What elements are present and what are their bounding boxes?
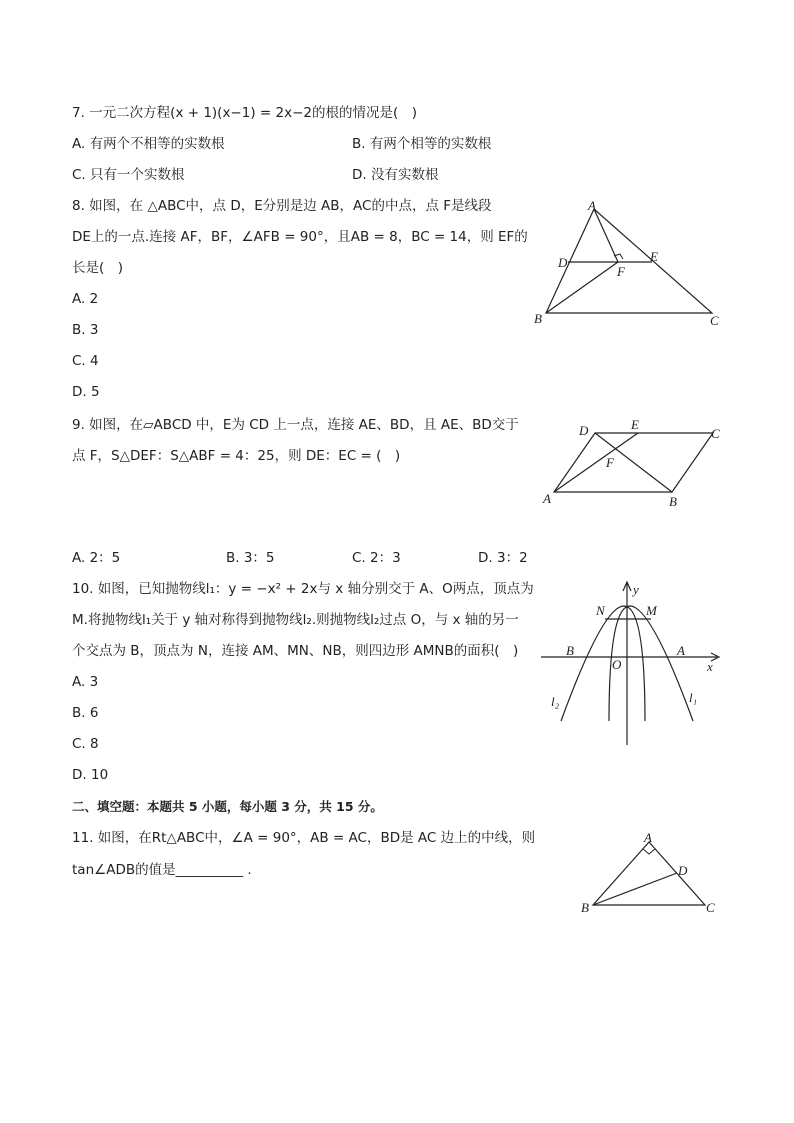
q10-option-a: A. 3 xyxy=(72,674,99,690)
q11-label-d: D xyxy=(678,863,688,878)
q8-stem-line2: DE上的一点.连接 AF，BF，∠AFB = 90°，且AB = 8，BC = 14，则 EF的 xyxy=(72,229,528,245)
q9-option-a: A. 2：5 xyxy=(72,550,121,566)
q9-label-d: D xyxy=(579,423,589,438)
section-2-heading: 二、填空题：本题共 5 小题，每小题 3 分，共 15 分。 xyxy=(72,799,383,814)
q8-label-e: E xyxy=(650,249,658,264)
q10-label-m: M xyxy=(646,603,657,618)
q8-option-d: D. 5 xyxy=(72,384,100,400)
q8-option-b: B. 3 xyxy=(72,322,99,338)
q8-triangle-figure xyxy=(530,195,730,335)
parabola-l2 xyxy=(561,606,645,721)
q10-option-b: B. 6 xyxy=(72,705,99,721)
q9-stem-line2: 点 F，S△DEF：S△ABF = 4：25，则 DE：EC = ( ) xyxy=(72,448,401,464)
q10-label-b: B xyxy=(566,643,574,658)
q7-option-d: D. 没有实数根 xyxy=(352,167,439,183)
q8-option-c: C. 4 xyxy=(72,353,99,369)
q10-label-y: y xyxy=(633,582,639,597)
q9-parallelogram-figure xyxy=(535,415,730,515)
q8-label-f: F xyxy=(617,264,625,279)
q8-label-d: D xyxy=(558,255,568,270)
q9-option-d: D. 3：2 xyxy=(478,550,528,566)
q11-stem-line1: 11. 如图，在Rt△ABC中，∠A = 90°，AB = AC，BD是 AC 边上的中线，则 xyxy=(72,830,536,846)
q10-stem-line2: M.将抛物线l₁关于 y 轴对称得到抛物线l₂.则抛物线l₂过点 O，与 x 轴的另一 xyxy=(72,612,519,628)
q10-option-d: D. 10 xyxy=(72,767,109,783)
q9-stem-line1: 9. 如图，在▱ABCD 中，E为 CD 上一点，连接 AE、BD，且 AE、BD交于 xyxy=(72,417,519,433)
q8-label-c: C xyxy=(710,313,719,328)
parabola-l1 xyxy=(609,606,693,721)
q9-label-a: A xyxy=(543,491,551,506)
q11-triangle-abc xyxy=(593,842,705,905)
q7-option-c: C. 只有一个实数根 xyxy=(72,167,185,183)
q8-stem-line1: 8. 如图，在 △ABC中，点 D，E分别是边 AB，AC的中点，点 F是线段 xyxy=(72,198,492,214)
q8-segment-af xyxy=(594,209,618,262)
q9-label-f: F xyxy=(606,455,614,470)
q10-label-n: N xyxy=(596,603,605,618)
q9-segment-ae xyxy=(554,433,638,492)
q10-stem-line3: 个交点为 B，顶点为 N，连接 AM、MN、NB，则四边形 AMNB的面积( ) xyxy=(72,643,519,659)
q7-option-a: A. 有两个不相等的实数根 xyxy=(72,136,225,152)
q11-label-b: B xyxy=(581,900,589,915)
q7-stem: 7. 一元二次方程(x + 1)(x−1) = 2x−2的根的情况是( ) xyxy=(72,105,418,121)
q10-label-l1: l₁ xyxy=(689,690,698,705)
q7-option-b: B. 有两个相等的实数根 xyxy=(352,136,492,152)
q9-label-c: C xyxy=(711,426,720,441)
q11-label-a: A xyxy=(644,830,652,845)
q10-label-a: A xyxy=(677,643,685,658)
q9-label-b: B xyxy=(669,494,677,509)
q10-label-x: x xyxy=(707,659,713,674)
q11-triangle-figure xyxy=(575,828,725,918)
q8-option-a: A. 2 xyxy=(72,291,99,307)
q11-right-angle-mark xyxy=(643,849,655,854)
q10-label-l2: l₂ xyxy=(551,694,560,709)
q8-stem-line3: 长是( ) xyxy=(72,260,124,276)
q9-option-c: C. 2：3 xyxy=(352,550,401,566)
q8-label-b: B xyxy=(534,311,542,326)
q8-triangle-abc xyxy=(546,209,712,313)
q8-label-a: A xyxy=(588,198,596,213)
q11-label-c: C xyxy=(706,900,715,915)
q10-option-c: C. 8 xyxy=(72,736,99,752)
q10-stem-line1: 10. 如图，已知抛物线l₁：y = −x² + 2x与 x 轴分别交于 A、O两点，顶点为 xyxy=(72,581,534,597)
q8-segment-bf xyxy=(546,262,618,313)
q9-label-e: E xyxy=(631,417,639,432)
q11-stem-line2: tan∠ADB的值是__________ . xyxy=(72,862,252,878)
q10-label-o: O xyxy=(612,657,622,672)
q10-parabola-figure xyxy=(535,575,735,747)
q9-option-b: B. 3：5 xyxy=(226,550,275,566)
q11-segment-bd xyxy=(593,873,677,905)
